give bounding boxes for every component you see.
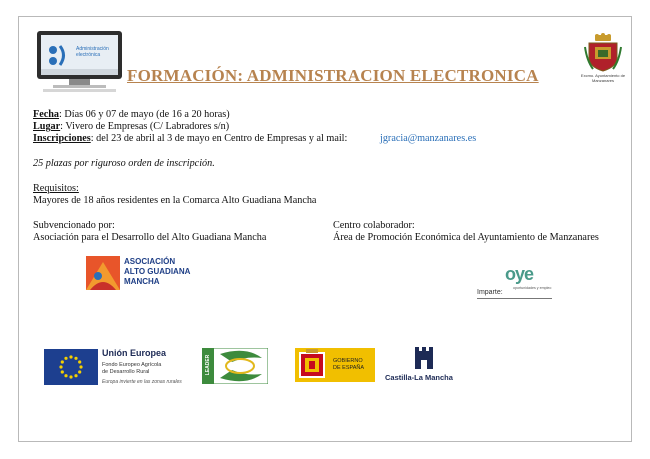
leader-icon <box>202 348 268 384</box>
crest-caption: Excmo. Ayuntamiento de Manzanares <box>580 73 626 83</box>
ue-line1: Fondo Europeo Agrícola <box>102 362 162 368</box>
subvencionado-text: Asociación para el Desarrollo del Alto Guadiana Mancha <box>33 232 267 243</box>
imparte-underline <box>477 298 552 299</box>
asociacion-emblem-icon <box>86 256 120 290</box>
admin-electronica-logo <box>33 28 126 94</box>
oye-sub-text: oportunidades y empleo <box>513 286 552 290</box>
gobierno-line1: GOBIERNO <box>333 358 363 364</box>
union-europea-logo <box>44 347 194 389</box>
lugar-line <box>33 121 229 134</box>
lugar-value: : Vivero de Empresas (C/ Labradores s/n) <box>60 121 230 132</box>
fecha-label: Fecha <box>33 109 60 120</box>
ue-line2: de Desarrollo Rural <box>102 369 150 375</box>
manzanares-crest <box>580 33 626 85</box>
imparte-label: Imparte: <box>477 289 503 296</box>
plazas-note: 25 plazas por riguroso orden de inscripción. <box>33 158 215 169</box>
leader-logo <box>202 348 268 384</box>
asociacion-line3: MANCHA <box>124 277 160 286</box>
crest-icon <box>583 33 623 73</box>
asociacion-line1: ASOCIACIÓN <box>124 257 176 266</box>
fecha-line <box>33 109 230 122</box>
subvencionado-label: Subvencionado por: <box>33 220 115 231</box>
ue-motto: Europa invierte en las zonas rurales <box>102 379 182 385</box>
monitor-icon <box>33 28 126 94</box>
inscripciones-value: : del 23 de abril al 3 de mayo en Centro de Empresas y al mail: <box>90 133 348 144</box>
ue-title: Unión Europea <box>102 348 167 358</box>
gobierno-espana-logo <box>295 348 375 382</box>
fecha-value: : Días 06 y 07 de mayo (de 16 a 20 horas) <box>59 109 230 120</box>
requisitos-label: Requisitos: <box>33 183 79 194</box>
asociacion-line2: ALTO GUADIANA <box>124 267 191 276</box>
castilla-la-mancha-logo <box>385 345 465 385</box>
gobierno-line2: DE ESPAÑA <box>333 365 365 371</box>
inscripciones-line <box>33 133 347 146</box>
email-link[interactable]: jgracia@manzanares.es <box>380 133 477 144</box>
monitor-screen-text: Administración electrónica <box>76 46 109 58</box>
colaborador-text: Área de Promoción Económica del Ayuntamiento de Manzanares <box>333 232 599 243</box>
requisitos-text: Mayores de 18 años residentes en la Comarca Alto Guadiana Mancha <box>33 195 317 206</box>
colaborador-label: Centro colaborador: <box>333 220 415 231</box>
clm-text: Castilla-La Mancha <box>385 373 453 382</box>
lugar-label: Lugar <box>33 121 61 132</box>
oye-logo-text: oye <box>505 264 534 284</box>
oye-logo <box>503 266 558 298</box>
inscripciones-label: Inscripciones <box>33 133 91 144</box>
page-title: FORMACIÓN: ADMINISTRACION ELECTRONICA <box>127 66 539 85</box>
clm-castle-icon <box>413 345 435 371</box>
eu-flag-icon <box>44 349 98 385</box>
spain-coat-icon <box>299 348 329 382</box>
leader-text: LEADER <box>205 354 211 376</box>
asociacion-logo <box>86 255 206 291</box>
